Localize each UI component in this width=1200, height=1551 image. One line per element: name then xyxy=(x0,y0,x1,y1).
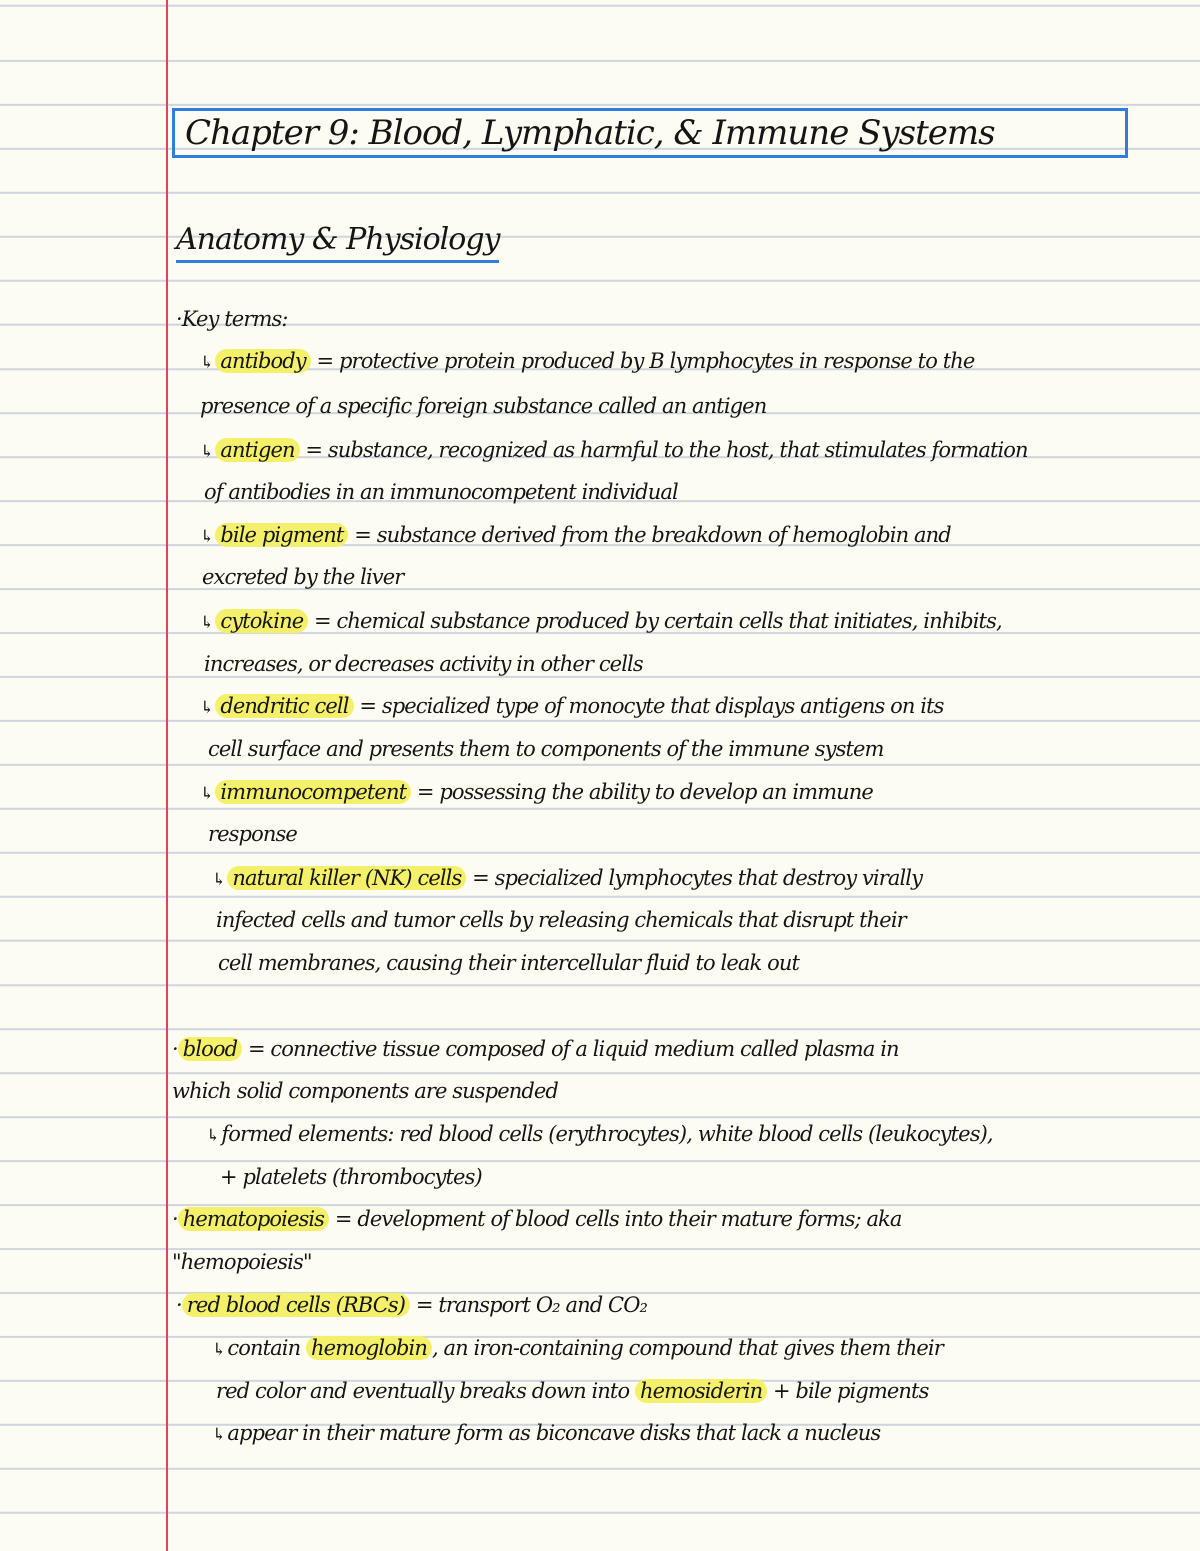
key-terms-heading-line xyxy=(176,305,288,333)
margin-line xyxy=(166,0,168,1551)
rbc-sub-text: contain xyxy=(227,1336,306,1360)
arrow-icon: ↳ xyxy=(200,698,214,718)
separator: = xyxy=(310,349,340,373)
bullet: · xyxy=(172,1207,178,1231)
bullet: · xyxy=(176,307,182,331)
arrow-icon: ↳ xyxy=(206,1126,220,1146)
term-cytokine: cytokine xyxy=(215,609,308,633)
definition-text: chemical substance produced by certain cells that initiates, inhibits, xyxy=(336,609,1002,633)
term-immunocompetent: immunocompetent xyxy=(215,780,411,804)
term-antigen: antigen xyxy=(215,438,299,462)
rbc-sub-line-2 xyxy=(216,1377,928,1405)
term-bile-pigment-line-2: excreted by the liver xyxy=(202,565,404,589)
term-bile-pigment: bile pigment xyxy=(215,523,348,547)
term-hematopoiesis: hematopoiesis xyxy=(178,1207,329,1231)
term-dendritic-cell-line-1 xyxy=(200,692,944,722)
separator: = xyxy=(329,1207,358,1231)
separator: = xyxy=(466,866,495,890)
separator: = xyxy=(410,1293,439,1317)
term-antigen-line-2: of antibodies in an immunocompetent individual xyxy=(204,480,678,504)
definition-text: specialized type of monocyte that displays antigens on its xyxy=(381,694,944,718)
definition-text: possessing the ability to develop an immune xyxy=(439,780,873,804)
arrow-icon: ↳ xyxy=(200,353,214,373)
arrow-icon: ↳ xyxy=(200,527,214,547)
rbc-sub-text: + bile pigments xyxy=(767,1379,929,1403)
hematopoiesis-line-1 xyxy=(172,1205,902,1233)
definition-text: protective protein produced by B lymphocytes in response to the xyxy=(339,349,975,373)
term-nk-cells-line-2: infected cells and tumor cells by releasing chemicals that disrupt their xyxy=(216,908,906,932)
definition-text: substance, recognized as harmful to the host, that stimulates formation xyxy=(327,438,1028,462)
separator: = xyxy=(242,1037,271,1061)
rbc-sub-text: appear in their mature form as biconcave disks that lack a nucleus xyxy=(227,1421,881,1445)
term-immunocompetent-line-2: response xyxy=(208,822,297,846)
term-dendritic-cell-line-2: cell surface and presents them to components of the immune system xyxy=(208,737,884,761)
definition-text: connective tissue composed of a liquid medium called plasma in xyxy=(270,1037,899,1061)
term-nk-cells: natural killer (NK) cells xyxy=(227,866,466,890)
formed-elements-line-2: + platelets (thrombocytes) xyxy=(220,1165,482,1189)
page-title: Chapter 9: Blood, Lymphatic, & Immune Systems xyxy=(185,113,995,153)
term-nk-cells-line-1 xyxy=(212,864,922,894)
arrow-icon: ↳ xyxy=(212,1340,226,1360)
formed-elements-line-1 xyxy=(206,1120,993,1150)
term-bile-pigment-line-1 xyxy=(200,521,951,551)
term-dendritic-cell: dendritic cell xyxy=(215,694,353,718)
blood-line-2: which solid components are suspended xyxy=(172,1079,558,1103)
term-antibody: antibody xyxy=(215,349,310,373)
term-blood: blood xyxy=(178,1037,242,1061)
blood-line-1 xyxy=(172,1035,899,1063)
term-antigen-line-1 xyxy=(200,436,1028,466)
term-nk-cells-line-3: cell membranes, causing their intercellular fluid to leak out xyxy=(218,951,800,975)
term-hemoglobin: hemoglobin xyxy=(306,1336,432,1360)
term-antibody-line-1 xyxy=(200,347,974,377)
title-box xyxy=(172,108,1128,158)
formed-elements-text: formed elements: red blood cells (erythrocytes), white blood cells (leukocytes), xyxy=(221,1122,993,1146)
arrow-icon: ↳ xyxy=(212,1425,226,1445)
separator: = xyxy=(353,694,382,718)
rbc-sub-text: red color and eventually breaks down into xyxy=(216,1379,635,1403)
rbc-sub-line-3 xyxy=(212,1419,880,1449)
arrow-icon: ↳ xyxy=(200,442,214,462)
term-immunocompetent-line-1 xyxy=(200,778,873,808)
rbc-line-1 xyxy=(176,1291,647,1319)
term-cytokine-line-1 xyxy=(200,607,1002,637)
term-antibody-line-2: presence of a specific foreign substance called an antigen xyxy=(200,394,767,418)
rbc-sub-text: , an iron-containing compound that gives them their xyxy=(431,1336,943,1360)
separator: = xyxy=(299,438,328,462)
definition-text: substance derived from the breakdown of hemoglobin and xyxy=(376,523,951,547)
arrow-icon: ↳ xyxy=(200,784,214,804)
section-heading: Anatomy & Physiology xyxy=(176,222,499,263)
arrow-icon: ↳ xyxy=(212,870,226,890)
definition-text: transport O₂ and CO₂ xyxy=(438,1293,648,1317)
separator: = xyxy=(348,523,377,547)
hematopoiesis-line-2: "hemopoiesis" xyxy=(172,1250,312,1274)
term-cytokine-line-2: increases, or decreases activity in other cells xyxy=(204,652,643,676)
separator: = xyxy=(308,609,337,633)
bullet: · xyxy=(172,1037,178,1061)
term-hemosiderin: hemosiderin xyxy=(635,1379,767,1403)
term-rbc: red blood cells (RBCs) xyxy=(182,1293,410,1317)
rbc-sub-line-1 xyxy=(212,1334,943,1364)
bullet: · xyxy=(176,1293,182,1317)
definition-text: specialized lymphocytes that destroy virally xyxy=(494,866,923,890)
arrow-icon: ↳ xyxy=(200,613,214,633)
definition-text: development of blood cells into their mature forms; aka xyxy=(357,1207,902,1231)
key-terms-heading: Key terms: xyxy=(181,307,288,331)
separator: = xyxy=(411,780,440,804)
